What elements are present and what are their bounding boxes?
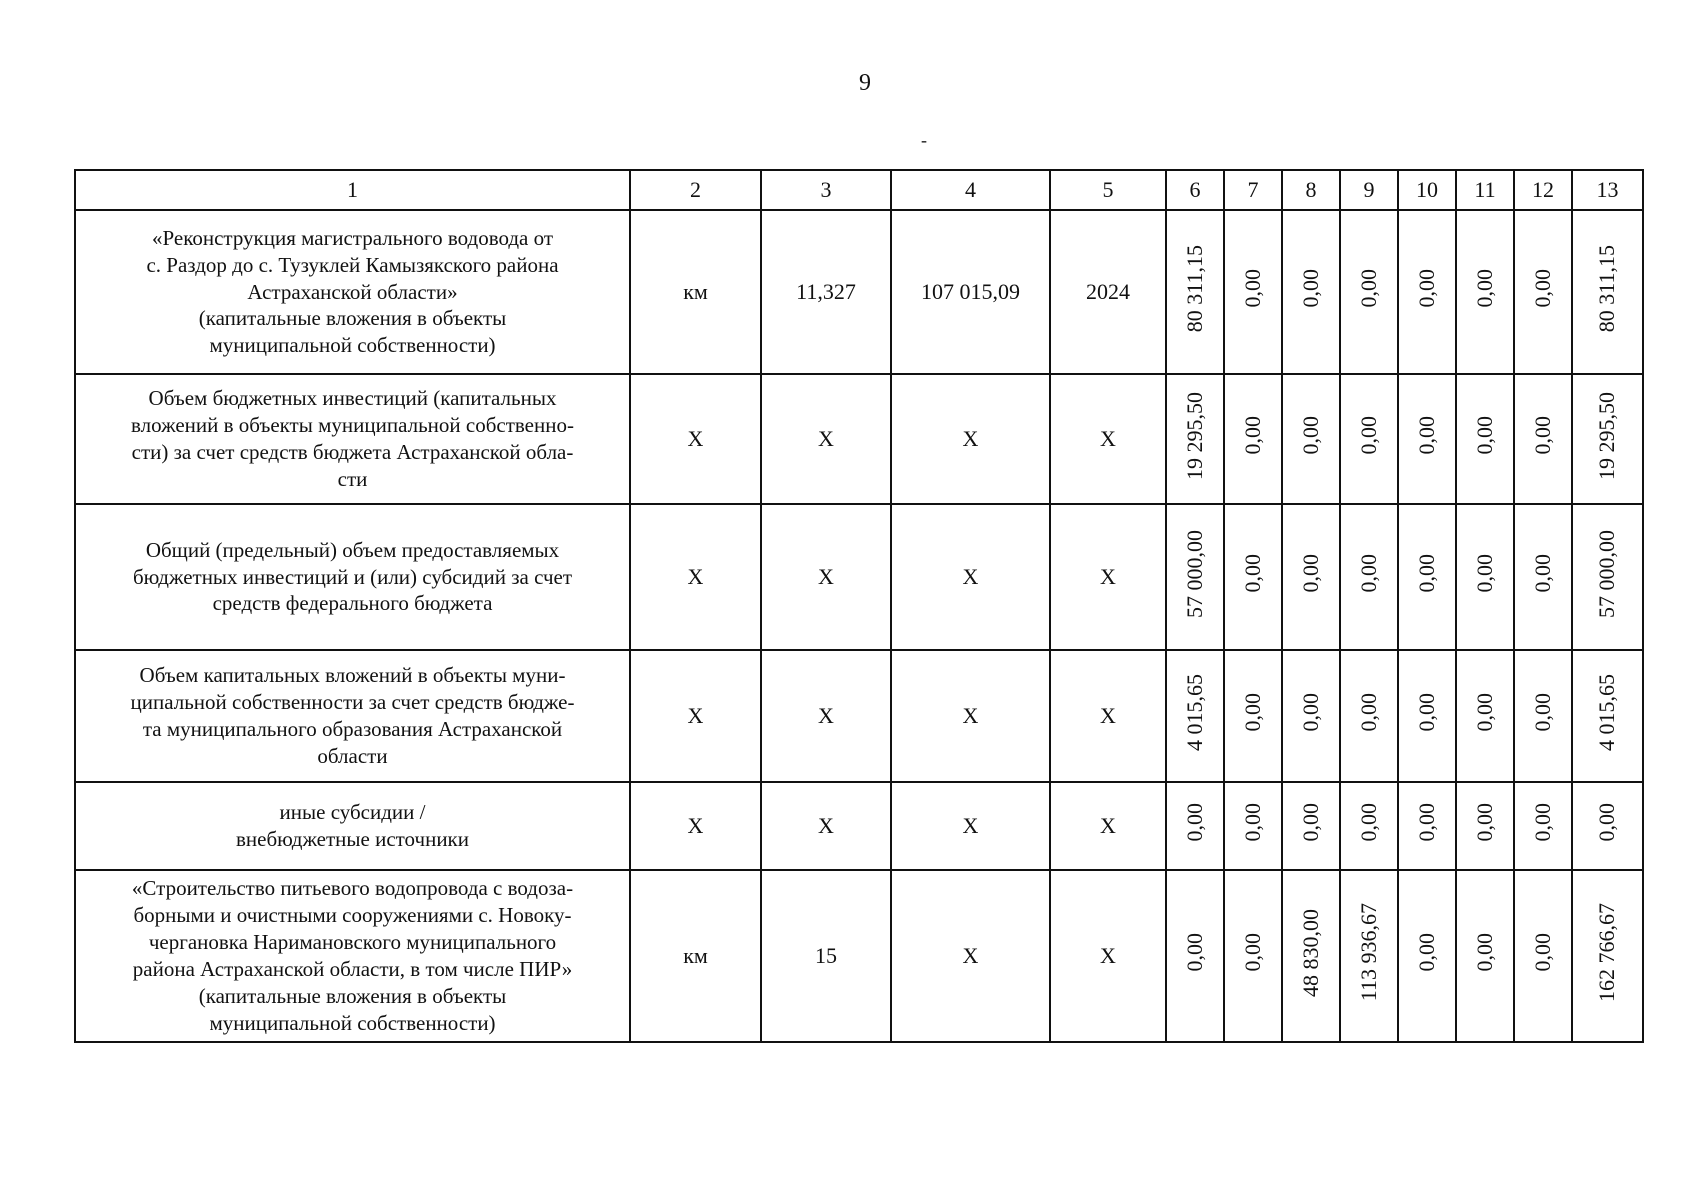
cell-col-8	[1282, 650, 1340, 782]
vertical-value: 19 295,50	[1181, 391, 1207, 480]
cell-col-2: км	[630, 210, 761, 374]
vertical-value: 48 830,00	[1297, 908, 1323, 997]
vertical-value: 113 936,67	[1355, 903, 1381, 1002]
vertical-value: 0,00	[1529, 803, 1555, 842]
row-description	[75, 374, 630, 504]
cell-col-9	[1340, 782, 1398, 870]
vertical-value: 0,00	[1239, 554, 1265, 593]
cell-col-12	[1514, 504, 1572, 650]
vertical-value: 0,00	[1529, 269, 1555, 308]
cell-col-5: Х	[1050, 870, 1166, 1042]
cell-col-8	[1282, 374, 1340, 504]
vertical-value: 0,00	[1297, 803, 1323, 842]
cell-col-11	[1456, 650, 1514, 782]
vertical-value: 0,00	[1239, 693, 1265, 732]
cell-col-9	[1340, 870, 1398, 1042]
vertical-value: 0,00	[1239, 803, 1265, 842]
table-row	[75, 210, 1643, 374]
vertical-value: 0,00	[1355, 693, 1381, 732]
table-row	[75, 504, 1643, 650]
cell-col-9	[1340, 504, 1398, 650]
cell-col-5: Х	[1050, 374, 1166, 504]
cell-col-5: 2024	[1050, 210, 1166, 374]
vertical-value: 4 015,65	[1594, 674, 1620, 752]
vertical-value: 4 015,65	[1181, 674, 1207, 752]
vertical-value: 0,00	[1471, 803, 1497, 842]
vertical-value: 0,00	[1413, 269, 1439, 308]
cell-col-13	[1572, 870, 1643, 1042]
vertical-value: 0,00	[1297, 416, 1323, 455]
header-row	[75, 170, 1643, 210]
cell-col-7	[1224, 782, 1282, 870]
description-line: ципальной собственности за счет средств бюдже-	[130, 690, 575, 715]
column-header-1: 1	[75, 170, 630, 210]
cell-col-4: Х	[891, 374, 1050, 504]
cell-col-2: Х	[630, 374, 761, 504]
budget-table	[74, 169, 1644, 1043]
vertical-value: 19 295,50	[1594, 391, 1620, 480]
description-line: чергановка Наримановского муниципального	[148, 930, 557, 955]
vertical-value: 0,00	[1471, 693, 1497, 732]
cell-col-12	[1514, 782, 1572, 870]
vertical-value: 0,00	[1297, 693, 1323, 732]
cell-col-3: Х	[761, 782, 891, 870]
cell-col-3: 15	[761, 870, 891, 1042]
description-line: района Астраханской области, в том числе ПИР»	[132, 957, 573, 981]
vertical-value: 0,00	[1413, 416, 1439, 455]
column-header-11: 11	[1456, 170, 1514, 210]
description-line: Астраханской области»	[247, 279, 458, 304]
cell-col-2: Х	[630, 782, 761, 870]
description-line: средств федерального бюджета	[212, 591, 493, 616]
description-line: (капитальные вложения в объекты	[198, 983, 507, 1008]
description-line: иные субсидии /	[279, 800, 426, 825]
cell-col-4: 107 015,09	[891, 210, 1050, 374]
cell-col-10	[1398, 374, 1456, 504]
vertical-value: 0,00	[1471, 554, 1497, 593]
description-line: муниципальной собственности)	[209, 1010, 496, 1035]
cell-col-10	[1398, 870, 1456, 1042]
column-header-4: 4	[891, 170, 1050, 210]
cell-col-7	[1224, 870, 1282, 1042]
description-line: вложений в объекты муниципальной собственно-	[131, 413, 574, 438]
description-line: муниципальной собственности)	[209, 333, 496, 358]
cell-col-6	[1166, 210, 1224, 374]
cell-col-8	[1282, 782, 1340, 870]
table-row	[75, 650, 1643, 782]
description-line: та муниципального образования Астраханской	[142, 717, 563, 741]
cell-col-13	[1572, 504, 1643, 650]
column-header-5: 5	[1050, 170, 1166, 210]
description-line: борными и очистными сооружениями с. Новоку-	[133, 903, 572, 928]
vertical-value: 80 311,15	[1594, 244, 1620, 333]
vertical-value: 0,00	[1471, 416, 1497, 455]
vertical-value: 0,00	[1355, 269, 1381, 308]
vertical-value: 0,00	[1181, 803, 1207, 842]
cell-col-7	[1224, 374, 1282, 504]
description-line: «Реконструкция магистрального водовода от	[151, 225, 554, 250]
cell-col-4: Х	[891, 504, 1050, 650]
description-line: сти) за счет средств бюджета Астраханской обла-	[131, 440, 574, 464]
vertical-value: 0,00	[1471, 933, 1497, 972]
cell-col-4: Х	[891, 650, 1050, 782]
row-description	[75, 504, 630, 650]
cell-col-4: Х	[891, 782, 1050, 870]
row-description	[75, 650, 630, 782]
cell-col-12	[1514, 650, 1572, 782]
cell-col-6	[1166, 504, 1224, 650]
column-header-3: 3	[761, 170, 891, 210]
vertical-value: 0,00	[1297, 269, 1323, 308]
cell-col-12	[1514, 374, 1572, 504]
row-description	[75, 210, 630, 374]
cell-col-8	[1282, 504, 1340, 650]
vertical-value: 0,00	[1239, 416, 1265, 455]
cell-col-11	[1456, 782, 1514, 870]
cell-col-9	[1340, 374, 1398, 504]
cell-col-12	[1514, 210, 1572, 374]
column-header-13: 13	[1572, 170, 1643, 210]
cell-col-6	[1166, 870, 1224, 1042]
cell-col-10	[1398, 504, 1456, 650]
cell-col-10	[1398, 782, 1456, 870]
cell-col-9	[1340, 210, 1398, 374]
vertical-value: 0,00	[1413, 554, 1439, 593]
vertical-value: 0,00	[1239, 269, 1265, 308]
cell-col-11	[1456, 374, 1514, 504]
page-number: 9	[859, 70, 871, 96]
page-dash: -	[921, 130, 927, 150]
cell-col-2: км	[630, 870, 761, 1042]
cell-col-2: Х	[630, 504, 761, 650]
description-line: Объем капитальных вложений в объекты муни-	[139, 663, 566, 688]
cell-col-13	[1572, 650, 1643, 782]
vertical-value: 0,00	[1355, 554, 1381, 593]
vertical-value: 57 000,00	[1181, 529, 1207, 618]
cell-col-12	[1514, 870, 1572, 1042]
cell-col-5: Х	[1050, 650, 1166, 782]
vertical-value: 0,00	[1529, 933, 1555, 972]
column-header-6: 6	[1166, 170, 1224, 210]
vertical-value: 0,00	[1413, 693, 1439, 732]
cell-col-11	[1456, 870, 1514, 1042]
column-header-7: 7	[1224, 170, 1282, 210]
cell-col-9	[1340, 650, 1398, 782]
description-line: (капитальные вложения в объекты	[198, 306, 507, 331]
vertical-value: 0,00	[1594, 803, 1620, 842]
cell-col-7	[1224, 504, 1282, 650]
description-line: Объем бюджетных инвестиций (капитальных	[148, 386, 557, 411]
description-line: области	[317, 743, 388, 768]
cell-col-7	[1224, 650, 1282, 782]
row-description	[75, 782, 630, 870]
vertical-value: 0,00	[1297, 554, 1323, 593]
cell-col-2: Х	[630, 650, 761, 782]
description-line: Общий (предельный) объем предоставляемых	[145, 537, 560, 562]
cell-col-3: 11,327	[761, 210, 891, 374]
cell-col-6	[1166, 374, 1224, 504]
vertical-value: 0,00	[1239, 933, 1265, 972]
table-row	[75, 374, 1643, 504]
cell-col-10	[1398, 650, 1456, 782]
cell-col-10	[1398, 210, 1456, 374]
vertical-value: 80 311,15	[1181, 244, 1207, 333]
vertical-value: 162 766,67	[1594, 903, 1620, 1003]
cell-col-5: Х	[1050, 504, 1166, 650]
vertical-value: 0,00	[1355, 803, 1381, 842]
cell-col-3: Х	[761, 504, 891, 650]
vertical-value: 0,00	[1355, 416, 1381, 455]
description-line: «Строительство питьевого водопровода с водоза-	[131, 876, 574, 901]
vertical-value: 0,00	[1413, 933, 1439, 972]
cell-col-7	[1224, 210, 1282, 374]
cell-col-4: Х	[891, 870, 1050, 1042]
cell-col-6	[1166, 650, 1224, 782]
column-header-12: 12	[1514, 170, 1572, 210]
cell-col-3: Х	[761, 374, 891, 504]
vertical-value: 0,00	[1181, 933, 1207, 972]
cell-col-13	[1572, 374, 1643, 504]
cell-col-13	[1572, 782, 1643, 870]
vertical-value: 0,00	[1413, 803, 1439, 842]
column-header-2: 2	[630, 170, 761, 210]
cell-col-13	[1572, 210, 1643, 374]
vertical-value: 0,00	[1529, 554, 1555, 593]
vertical-value: 57 000,00	[1594, 529, 1620, 618]
description-line: с. Раздор до с. Тузуклей Камызякского района	[146, 252, 559, 277]
cell-col-3: Х	[761, 650, 891, 782]
cell-col-8	[1282, 870, 1340, 1042]
column-header-8: 8	[1282, 170, 1340, 210]
cell-col-11	[1456, 210, 1514, 374]
table-row	[75, 782, 1643, 870]
table-row	[75, 870, 1643, 1042]
cell-col-8	[1282, 210, 1340, 374]
cell-col-5: Х	[1050, 782, 1166, 870]
cell-col-6	[1166, 782, 1224, 870]
row-description	[75, 870, 630, 1042]
cell-col-11	[1456, 504, 1514, 650]
description-line: внебюджетные источники	[235, 827, 469, 851]
column-header-10: 10	[1398, 170, 1456, 210]
description-line: бюджетных инвестиций и (или) субсидий за счет	[132, 564, 573, 589]
vertical-value: 0,00	[1529, 693, 1555, 732]
vertical-value: 0,00	[1471, 269, 1497, 308]
vertical-value: 0,00	[1529, 416, 1555, 455]
description-line: сти	[337, 466, 368, 491]
column-header-9: 9	[1340, 170, 1398, 210]
